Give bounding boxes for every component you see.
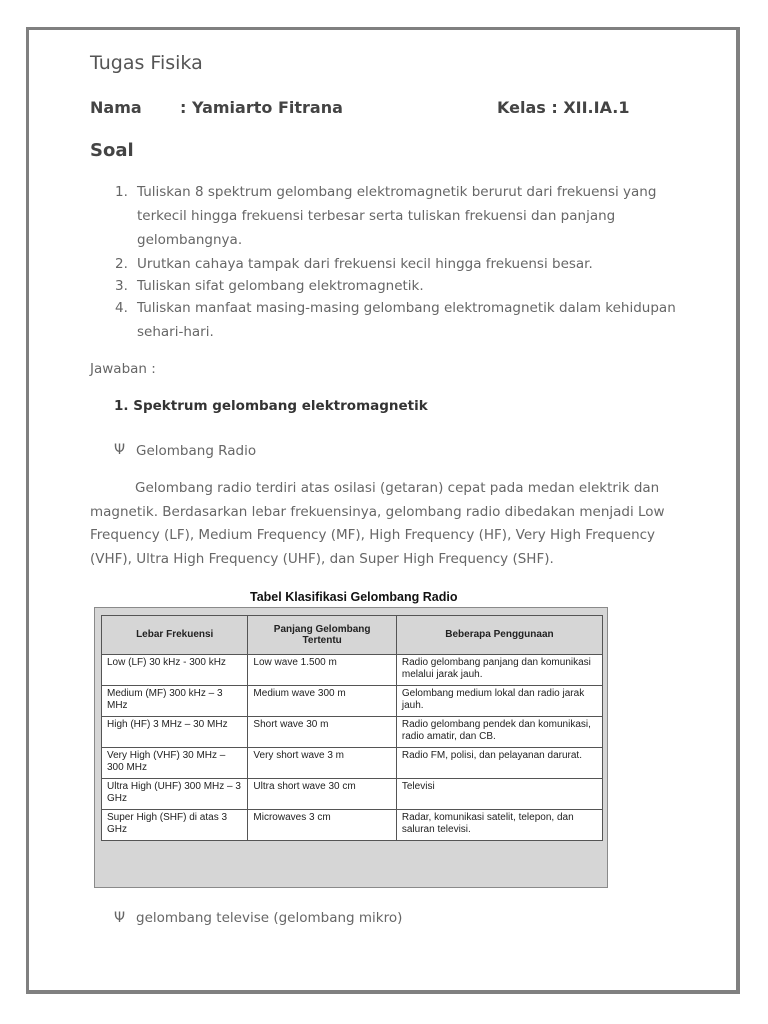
table-cell: Ultra High (UHF) 300 MHz – 3 GHz	[102, 779, 248, 810]
column-header: Panjang Gelombang Tertentu	[248, 616, 396, 655]
table-cell: Low (LF) 30 kHz - 300 kHz	[102, 655, 248, 686]
question-number: 4.	[115, 300, 128, 316]
radio-table-frame	[94, 607, 608, 888]
table-cell: Very High (VHF) 30 MHz – 300 MHz	[102, 748, 248, 779]
class-label: Kelas : XII.IA.1	[497, 98, 630, 117]
table-header-row	[102, 616, 603, 655]
table-title: Tabel Klasifikasi Gelombang Radio	[250, 590, 458, 604]
name-line	[90, 98, 343, 117]
table-cell: Radio FM, polisi, dan pelayanan darurat.	[396, 748, 602, 779]
question-text: Tuliskan 8 spektrum gelombang elektromagnetik berurut dari frekuensi yang terkecil hingga frekuensi terbesar serta tuliskan frekuensi dan panjang gelombangnya.	[137, 184, 657, 248]
table-row	[102, 779, 603, 810]
jawaban-label: Jawaban :	[90, 361, 156, 377]
radio-paragraph-text: Gelombang radio terdiri atas osilasi (getaran) cepat pada medan elektrik dan magnetik. Berdasarkan lebar frekuensinya, gelombang radio dibedakan menjadi Low Frequency (LF), Medium Frequency (MF), High Frequency (HF), Very High Frequency (VHF), Ultra High Frequency (UHF), dan Super High Frequency (SHF).	[90, 480, 665, 567]
question-text: Tuliskan manfaat masing-masing gelombang elektromagnetik dalam kehidupan sehari-hari.	[137, 300, 676, 340]
answer-section-1-heading: 1. Spektrum gelombang elektromagnetik	[114, 398, 428, 414]
radio-paragraph	[90, 477, 680, 571]
table-cell: High (HF) 3 MHz – 30 MHz	[102, 717, 248, 748]
table-cell: Very short wave 3 m	[248, 748, 396, 779]
name-value: : Yamiarto Fitrana	[180, 98, 343, 117]
table-cell: Low wave 1.500 m	[248, 655, 396, 686]
table-cell: Short wave 30 m	[248, 717, 396, 748]
table-row	[102, 717, 603, 748]
table-cell: Radio gelombang pendek dan komunikasi, radio amatir, dan CB.	[396, 717, 602, 748]
soal-heading: Soal	[90, 140, 134, 161]
table-cell: Ultra short wave 30 cm	[248, 779, 396, 810]
column-header: Lebar Frekuensi	[102, 616, 248, 655]
table-row	[102, 655, 603, 686]
psi-bullet-icon: Ψ	[114, 910, 126, 926]
name-label: Nama	[90, 98, 142, 117]
question-text: Tuliskan sifat gelombang elektromagnetik.	[137, 278, 424, 294]
question-1	[115, 180, 685, 252]
table-cell: Radio gelombang panjang dan komunikasi melalui jarak jauh.	[396, 655, 602, 686]
table-cell: Microwaves 3 cm	[248, 810, 396, 841]
bullet-item-television: gelombang televise (gelombang mikro)	[136, 910, 403, 926]
table-cell: Radar, komunikasi satelit, telepon, dan saluran televisi.	[396, 810, 602, 841]
question-number: 2.	[115, 256, 128, 272]
bullet-item-radio: Gelombang Radio	[136, 443, 257, 459]
table-cell: Gelombang medium lokal dan radio jarak jauh.	[396, 686, 602, 717]
table-cell: Medium (MF) 300 kHz – 3 MHz	[102, 686, 248, 717]
question-number: 3.	[115, 278, 128, 294]
column-header: Beberapa Penggunaan	[396, 616, 602, 655]
question-text: Urutkan cahaya tampak dari frekuensi kecil hingga frekuensi besar.	[137, 256, 593, 272]
psi-bullet-icon: Ψ	[114, 442, 126, 458]
document-title: Tugas Fisika	[90, 52, 203, 74]
table-row	[102, 748, 603, 779]
table-cell: Super High (SHF) di atas 3 GHz	[102, 810, 248, 841]
table-row	[102, 810, 603, 841]
table-cell: Televisi	[396, 779, 602, 810]
table-cell: Medium wave 300 m	[248, 686, 396, 717]
table-row	[102, 686, 603, 717]
question-number: 1.	[115, 184, 128, 200]
radio-classification-table	[101, 615, 603, 841]
